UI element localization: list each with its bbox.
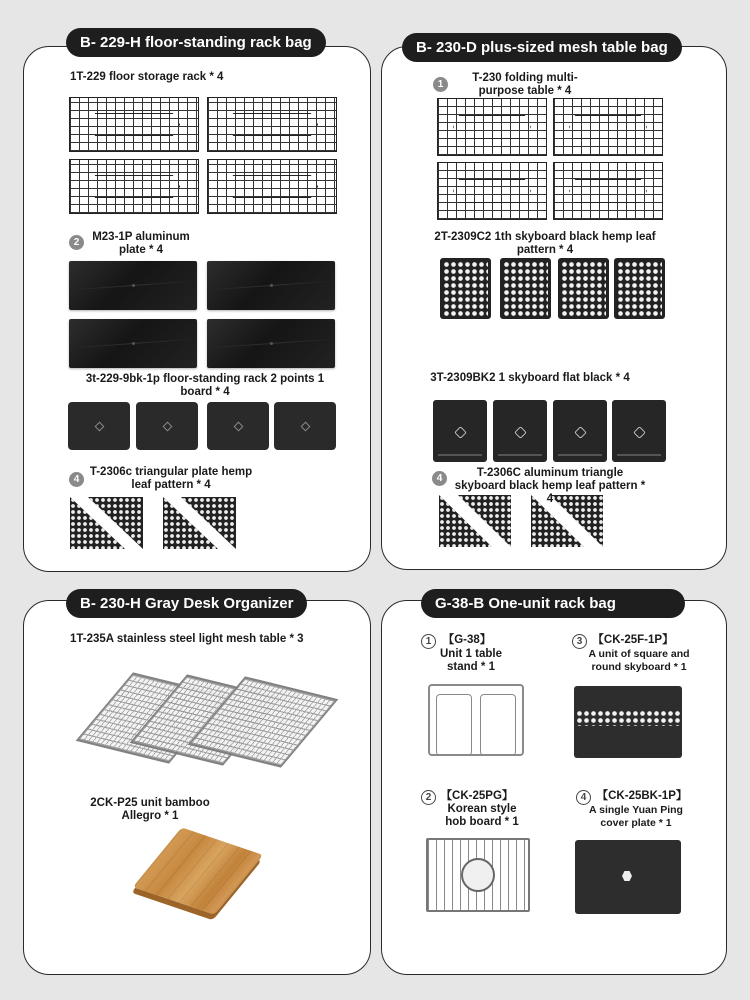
item-label-square-round-skyboard: A unit of square and round skyboard * 1 — [588, 648, 690, 673]
rack-image — [207, 97, 337, 152]
flat-board-image — [553, 400, 607, 462]
board-image — [207, 402, 269, 450]
number-badge: 4 — [576, 790, 591, 805]
table-stand-leg — [436, 694, 472, 756]
plate-image — [207, 319, 335, 368]
hemp-board-image — [558, 258, 609, 319]
board-image — [136, 402, 198, 450]
table-mesh-image — [437, 162, 547, 220]
number-badge: 2 — [421, 790, 436, 805]
flat-board-image — [493, 400, 547, 462]
panel-title-br: G-38-B One-unit rack bag — [421, 589, 685, 618]
hemp-board-image — [440, 258, 491, 319]
item-code-g38: 【G-38】 — [442, 634, 492, 646]
panel-title-tr: B- 230-D plus-sized mesh table bag — [402, 33, 682, 62]
table-mesh-image — [437, 98, 547, 156]
table-stand-leg — [480, 694, 516, 756]
panel-desk-organizer — [23, 600, 371, 975]
number-badge: 1 — [421, 634, 436, 649]
skyboard-pattern-strip — [576, 710, 680, 726]
flat-board-image — [612, 400, 666, 462]
table-mesh-image — [553, 162, 663, 220]
item-label-flat-black: 3T-2309BK2 1 skyboard flat black * 4 — [430, 372, 630, 384]
item-label-folding-table: T-230 folding multi-purpose table * 4 — [472, 72, 578, 97]
item-label-aluminum-plate: M23-1P aluminum plate * 4 — [92, 231, 190, 256]
item-label-hemp-skyboard: 2T-2309C2 1th skyboard black hemp leaf pattern * 4 — [434, 231, 656, 256]
plate-image — [69, 261, 197, 310]
item-code-ck25bk: 【CK-25BK-1P】 — [596, 790, 688, 802]
panel-title-bl: B- 230-H Gray Desk Organizer — [66, 589, 307, 618]
item-label-cover-plate: A single Yuan Ping cover plate * 1 — [589, 804, 683, 829]
number-badge: 1 — [433, 77, 448, 92]
rack-image — [207, 159, 337, 214]
item-label-rack-board: 3t-229-9bk-1p floor-standing rack 2 points 1 board * 4 — [85, 373, 325, 398]
plate-image — [207, 261, 335, 310]
number-badge: 4 — [432, 471, 447, 486]
panel-title-tl: B- 229-H floor-standing rack bag — [66, 28, 326, 57]
number-badge: 3 — [572, 634, 587, 649]
item-code-ck25f: 【CK-25F-1P】 — [592, 634, 674, 646]
item-label-hob-board: Korean style hob board * 1 — [445, 803, 519, 828]
number-badge: 4 — [69, 472, 84, 487]
board-image — [274, 402, 336, 450]
hemp-board-image — [614, 258, 665, 319]
rack-image — [69, 159, 199, 214]
hemp-board-image — [500, 258, 551, 319]
item-label-table-stand: Unit 1 table stand * 1 — [440, 648, 502, 673]
item-label-triangular-plate: T-2306c triangular plate hemp leaf pattern * 4 — [89, 466, 253, 491]
item-label-bamboo-board: 2CK-P25 unit bamboo Allegro * 1 — [90, 797, 210, 822]
item-label-aluminum-triangle: T-2306C aluminum triangle skyboard black hemp leaf pattern * 4 — [454, 467, 646, 505]
hob-board-image — [426, 838, 530, 912]
item-label-steel-mesh-table: 1T-235A stainless steel light mesh table * 3 — [70, 633, 304, 645]
flat-board-image — [433, 400, 487, 462]
board-image — [68, 402, 130, 450]
item-code-ck25pg: 【CK-25PG】 — [440, 790, 514, 802]
table-mesh-image — [553, 98, 663, 156]
item-label-floor-storage-rack: 1T-229 floor storage rack * 4 — [70, 71, 224, 83]
plate-image — [69, 319, 197, 368]
number-badge: 2 — [69, 235, 84, 250]
rack-image — [69, 97, 199, 152]
